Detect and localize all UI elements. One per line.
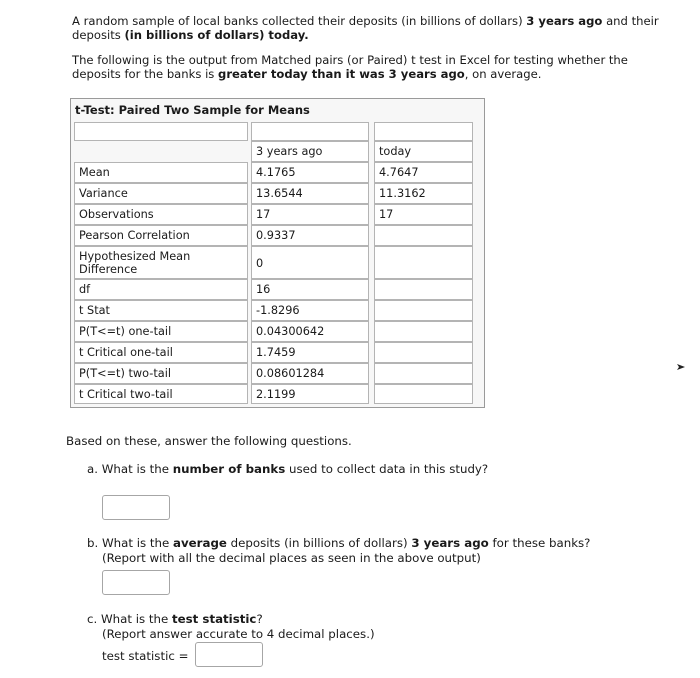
header-cell-today: today [374,141,473,162]
value-today [374,279,473,300]
value-3-years-ago: 0.08601284 [251,363,369,384]
value-today [374,342,473,363]
table-title: t-Test: Paired Two Sample for Means [75,103,310,117]
value-today: 17 [374,204,473,225]
questions-lead: Based on these, answer the following questions. [66,434,352,448]
blank-cell [251,122,369,141]
value-today [374,363,473,384]
intro-paragraph-1: A random sample of local banks collected their deposits (in billions of dollars) 3 years ago and their deposits (in billions of dollars) today. [72,14,659,42]
value-3-years-ago: 1.7459 [251,342,369,363]
ttest-output-table [70,98,485,408]
row-label: Pearson Correlation [74,225,248,246]
row-label: P(T<=t) one-tail [74,321,248,342]
value-3-years-ago: 2.1199 [251,384,369,404]
row-label: t Critical one-tail [74,342,248,363]
value-today: 11.3162 [374,183,473,204]
row-label: t Critical two-tail [74,384,248,404]
row-label: Observations [74,204,248,225]
blank-cell [74,122,248,141]
intro [72,14,677,81]
row-label: t Stat [74,300,248,321]
blank-cell [374,122,473,141]
answer-b-input[interactable] [102,570,170,595]
value-today [374,246,473,279]
question-b-note: (Report with all the decimal places as seen in the above output) [102,551,481,565]
value-3-years-ago: 0.04300642 [251,321,369,342]
header-cell [74,141,248,162]
value-3-years-ago: 17 [251,204,369,225]
value-3-years-ago: 4.1765 [251,162,369,183]
intro-paragraph-2: The following is the output from Matched pairs (or Paired) t test in Excel for testing whether the deposits for the banks is greater today than it was 3 years ago, on average. [72,53,628,81]
value-today [374,225,473,246]
value-3-years-ago: 0.9337 [251,225,369,246]
question-c: c. What is the test statistic? [87,612,263,626]
value-3-years-ago: -1.8296 [251,300,369,321]
row-label: Hypothesized Mean Difference [74,246,248,279]
value-today: 4.7647 [374,162,473,183]
row-label: df [74,279,248,300]
value-3-years-ago: 13.6544 [251,183,369,204]
test-statistic-input[interactable] [195,642,263,667]
value-today [374,384,473,404]
row-label: Mean [74,162,248,183]
mouse-cursor-icon [676,362,686,372]
row-label: Variance [74,183,248,204]
question-b: b. What is the average deposits (in billions of dollars) 3 years ago for these banks? [87,536,591,550]
value-3-years-ago: 16 [251,279,369,300]
value-today [374,300,473,321]
answer-a-input[interactable] [102,495,170,520]
value-3-years-ago: 0 [251,246,369,279]
test-statistic-label: test statistic = [102,649,189,663]
header-cell-3-years-ago: 3 years ago [251,141,369,162]
question-c-note: (Report answer accurate to 4 decimal places.) [102,627,375,641]
question-a: a. What is the number of banks used to collect data in this study? [87,462,489,476]
row-label: P(T<=t) two-tail [74,363,248,384]
value-today [374,321,473,342]
